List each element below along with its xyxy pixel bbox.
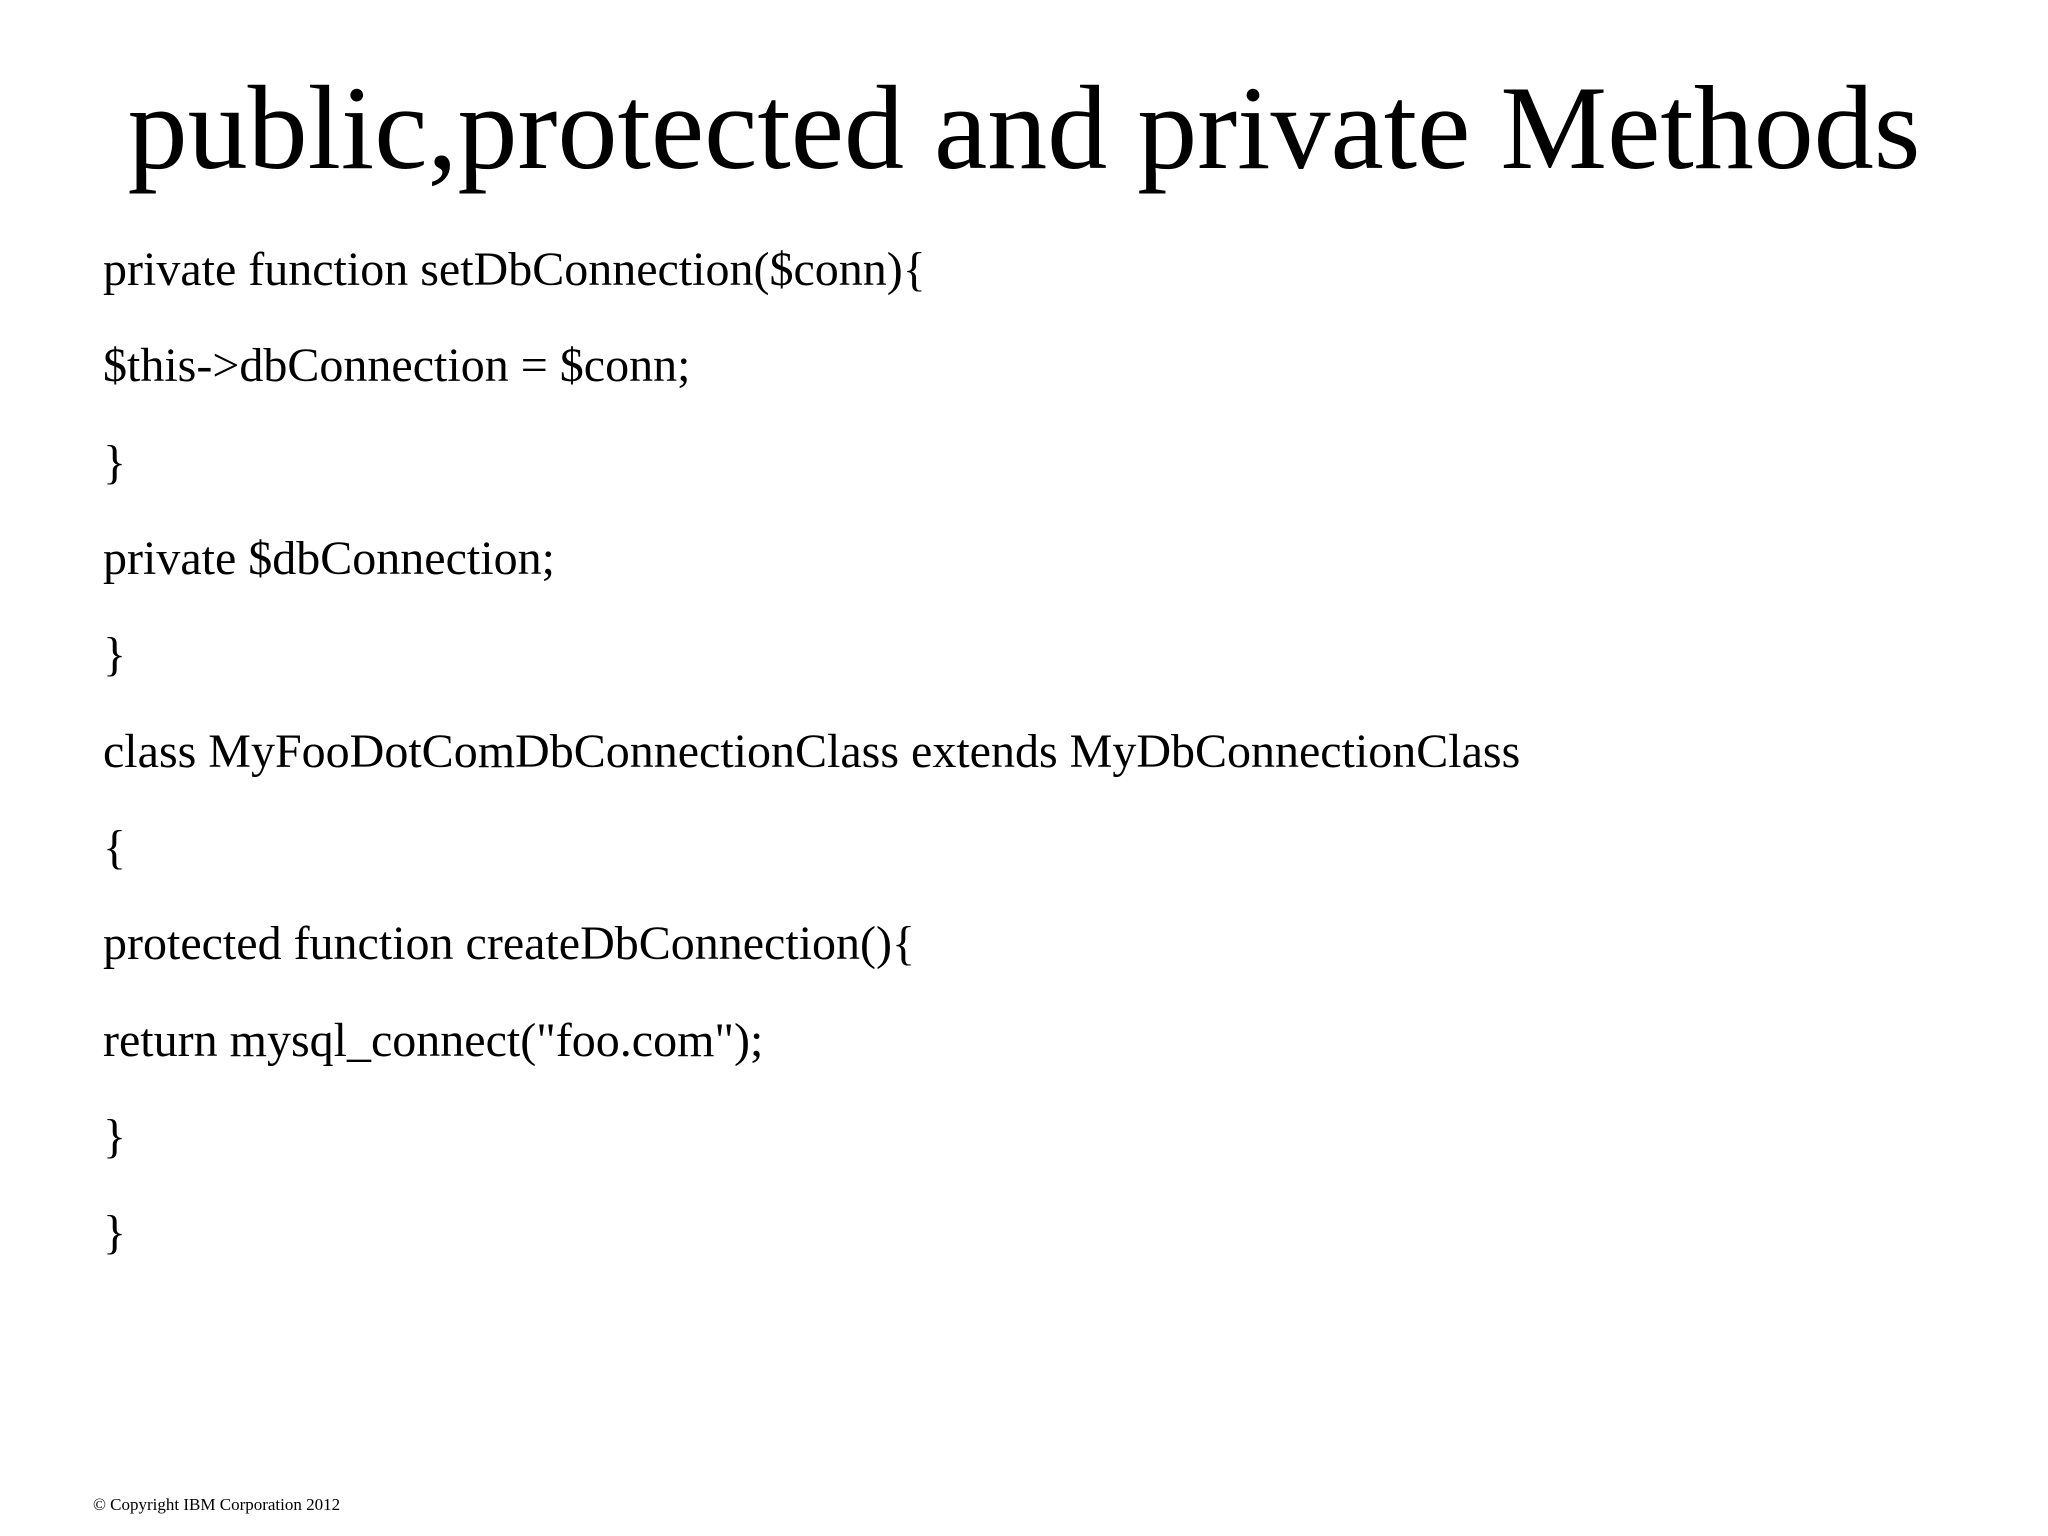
code-line: protected function createDbConnection(){ — [103, 917, 916, 970]
code-line: } — [103, 1110, 127, 1163]
code-line: class MyFooDotComDbConnectionClass extends MyDbConnectionClass — [103, 725, 1521, 778]
code-line: { — [103, 821, 127, 874]
code-line: } — [103, 628, 127, 681]
code-line: private $dbConnection; — [103, 532, 555, 585]
code-line: private function setDbConnection($conn){ — [103, 243, 926, 296]
code-line: $this->dbConnection = $conn; — [103, 339, 691, 392]
copyright-notice: © Copyright IBM Corporation 2012 — [93, 1495, 341, 1514]
slide-title: public,protected and private Methods — [127, 61, 1921, 194]
code-line: return mysql_connect("foo.com"); — [103, 1014, 764, 1067]
code-line: } — [103, 1206, 127, 1259]
code-line: } — [103, 436, 127, 489]
